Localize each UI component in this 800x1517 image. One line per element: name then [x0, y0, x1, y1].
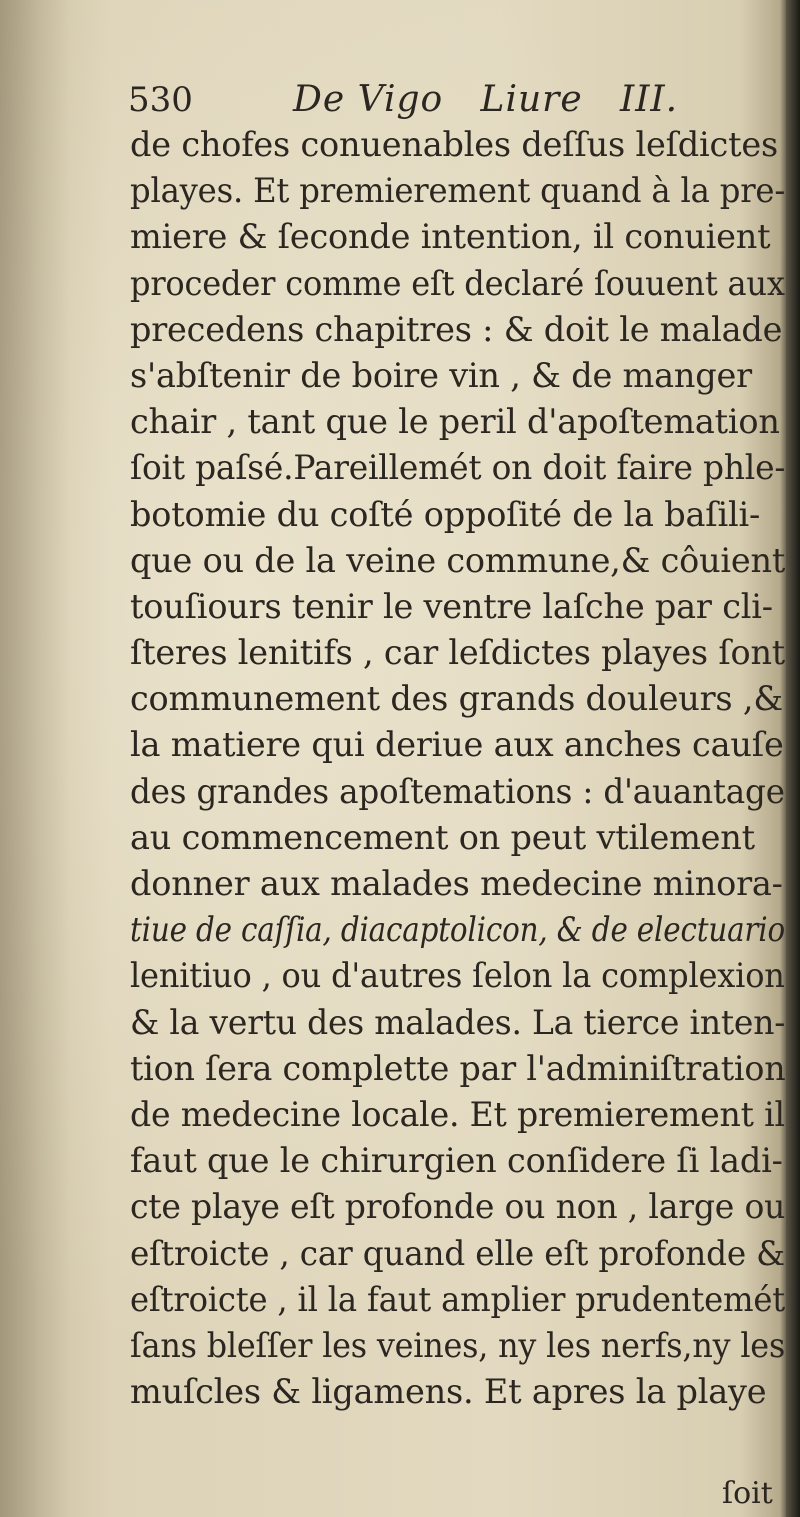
text-line: chair , tant que le peril d'apoſtemation [130, 402, 780, 442]
text-line: tion ſera complette par l'adminiſtration [130, 1048, 786, 1088]
text-line: touſiours tenir le ventre laſche par cli- [130, 586, 773, 626]
text-line: au commencement on peut vtilement [130, 817, 755, 857]
text-line: la matiere qui deriue aux anches cauſe [130, 725, 784, 765]
text-line: des grandes apoſtemations : d'auantage [130, 771, 785, 811]
gutter-shadow [0, 0, 70, 1517]
text-line: ſteres lenitifs , car leſdictes playes ſont [130, 633, 786, 673]
text-line: donner aux malades medecine minora- [130, 864, 783, 903]
text-line: tiue de caſſia, diacaptolicon, & de electuario [130, 910, 786, 950]
text-line: lenitiuo , ou d'autres ſelon la complexion [130, 956, 785, 996]
text-line: de medecine locale. Et premierement il [130, 1094, 785, 1134]
text-line: botomie du coſté oppoſité de la baſili- [130, 494, 761, 534]
catchword: ſoit [722, 1476, 773, 1511]
text-line: eſtroicte , car quand elle eſt profonde & [130, 1233, 786, 1273]
text-line: precedens chapitres : & doit le malade [130, 309, 783, 349]
text-line: que ou de la veine commune,& côuient [130, 540, 786, 580]
text-line: proceder comme eſt declaré ſouuent aux [130, 263, 785, 303]
text-line: miere & ſeconde intention, il conuient [130, 217, 771, 257]
text-line: muſcles & ligamens. Et apres la playe [130, 1372, 767, 1412]
body-text [130, 122, 790, 1415]
page-edge [786, 0, 800, 1517]
text-line: faut que le chirurgien conſidere ſi ladi- [130, 1141, 783, 1181]
text-line: cte playe eſt profonde ou non , large ou [130, 1187, 786, 1227]
text-line: playes. Et premierement quand à la pre- [130, 171, 786, 211]
text-line: eſtroicte , il la faut amplier prudentemét [130, 1279, 785, 1319]
running-header [128, 78, 688, 122]
text-line: s'abſtenir de boire vin , & de manger [130, 355, 752, 395]
page-number: 530 [128, 80, 193, 120]
text-line: de chofes conuenables deſſus leſdictes [130, 125, 778, 164]
text-line: & la vertu des malades. La tierce inten- [130, 1002, 786, 1042]
text-line: communement des grands douleurs ,& [130, 679, 783, 719]
running-title: De Vigo Liure III. [293, 79, 679, 120]
text-line: ſoit paſsé.Pareillemét on doit faire phle- [130, 448, 786, 488]
text-line: ſans bleſſer les veines, ny les nerfs,ny les [130, 1325, 786, 1365]
